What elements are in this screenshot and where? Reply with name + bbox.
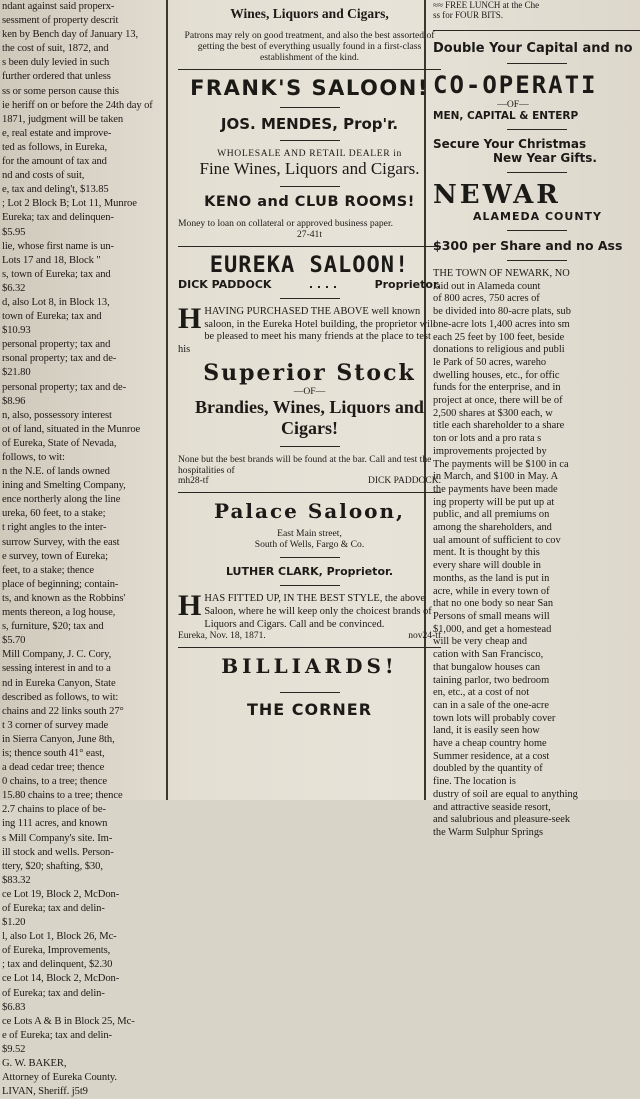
- legal-notice-line: lie, whose first name is un-: [2, 240, 114, 252]
- legal-notice-line: t right angles to the inter-: [2, 522, 107, 534]
- newark-text-line: funds for the enterprise, and in: [433, 382, 561, 394]
- divider: [507, 260, 567, 261]
- dropcap-h: H: [178, 302, 202, 335]
- legal-notice-line: e of Eureka; tax and delin-: [2, 1029, 112, 1041]
- fitted-text: HAS FITTED UP, IN THE BEST STYLE, the above Saloon, where he will keep only the choicest brands of Liquors and Cigars. Call and be convinced.: [204, 593, 432, 630]
- legal-notice-line: ; tax and delinquent, $2.30: [2, 959, 113, 971]
- legal-notice-line: Mill Company, J. C. Cory,: [2, 649, 112, 661]
- legal-notice-line: e, real estate and improve-: [2, 127, 112, 139]
- newark-title: NEWAR: [433, 180, 561, 210]
- divider: [178, 492, 441, 493]
- newark-text-line: among the shareholders, and: [433, 522, 552, 534]
- newark-text-line: every share will double in: [433, 560, 541, 572]
- newark-text-line: ing property will be put up at: [433, 496, 555, 508]
- legal-notice-line: the cost of suit, 1872, and: [2, 43, 109, 55]
- legal-notice-line: personal property; tax and: [2, 339, 111, 351]
- the-corner-title: THE CORNER: [246, 700, 373, 720]
- left-column-legal-notices: [0, 0, 165, 1098]
- wines-note: Patrons may rely on good treatment, and also the best assorted of getting the best of everything usually found in a first-class establishment of the kind.: [184, 30, 435, 63]
- newark-text-line: of 800 acres, 750 acres of: [433, 293, 540, 305]
- legal-notice-line: e survey, town of Eureka;: [2, 550, 108, 562]
- brandies-line: Brandies, Wines, Liquors and Cigars!: [195, 397, 424, 439]
- free-lunch-line: ≈≈ FREE LUNCH at the Che: [433, 0, 540, 10]
- divider: [178, 69, 441, 70]
- newark-text-line: that bungalow houses can: [433, 661, 541, 673]
- legal-notice-line: 2.7 chains to place of be-: [2, 804, 106, 816]
- legal-notice-line: ureka, 60 feet, to a stake;: [2, 508, 106, 520]
- legal-notice-line: e, tax and deling't, $13.85: [2, 184, 109, 196]
- divider: [507, 63, 567, 64]
- of-divider-word: —OF—: [497, 99, 529, 110]
- palace-address-1: East Main street,: [277, 528, 342, 540]
- newark-text-line: be divided into 80-acre plats, sub: [433, 306, 571, 318]
- newark-text-line: and salubrious and pleasure-seek: [433, 814, 571, 826]
- legal-notice-line: ce Lot 19, Block 2, McDon-: [2, 888, 120, 900]
- newark-text-line: en, etc., at a cost of not: [433, 687, 530, 699]
- legal-notice-line: ttery, $20; shafting, $30,: [2, 860, 103, 872]
- four-bits-line: ss for FOUR BITS.: [433, 10, 504, 20]
- none-signature-row: [178, 476, 441, 486]
- legal-notice-line: $21.80: [2, 367, 31, 379]
- dick-role: Proprietor.: [374, 278, 441, 291]
- eureka-saloon-title: EUREKA SALOON!: [209, 253, 410, 278]
- legal-notice-line: Attorney of Eureka County.: [2, 1072, 117, 1084]
- legal-notice-line: G. W. BAKER,: [2, 1058, 67, 1070]
- legal-notice-line: ts, and known as the Robbins': [2, 592, 126, 604]
- having-text: HAVING PURCHASED THE ABOVE well known saloon, in the Eureka Hotel building, the proprietor will be pleased to meet his many friends at the place to test his: [178, 306, 436, 355]
- legal-notice-line: s been duly levied in such: [2, 57, 110, 69]
- legal-notice-line: t 3 corner of survey made: [2, 719, 109, 731]
- legal-notice-line: in Sierra Canyon, June 8th,: [2, 733, 115, 745]
- legal-notice-line: ments thereon, a log house,: [2, 607, 116, 619]
- legal-notice-line: $1.20: [2, 917, 26, 929]
- legal-notice-line: Lots 17 and 18, Block ": [2, 254, 101, 266]
- divider: [280, 692, 340, 693]
- legal-notice-line: 1871, judgment will be taken: [2, 113, 124, 125]
- legal-notice-line: of Eureka, Improvements,: [2, 945, 111, 957]
- newark-text-line: fine. The location is: [433, 776, 516, 788]
- legal-notice-line: for the amount of tax and: [2, 156, 107, 168]
- newark-text-line: ment. It is thought by this: [433, 547, 540, 559]
- newark-text-line: and attractive seaside resort,: [433, 801, 551, 813]
- legal-notice-line: ence northerly along the line: [2, 494, 121, 506]
- men-capital-line: MEN, CAPITAL & ENTERP: [433, 110, 579, 122]
- legal-notice-line: s Mill Company's site. Im-: [2, 832, 113, 844]
- newark-text-line: le Park of 50 acres, wareho: [433, 356, 547, 368]
- legal-notice-line: personal property; tax and de-: [2, 381, 127, 393]
- fitted-date-row: [178, 631, 441, 641]
- newark-text-line: Persons of small means will: [433, 610, 550, 622]
- legal-notice-line: further ordered that unless: [2, 71, 111, 83]
- wholesale-line: WHOLESALE AND RETAIL DEALER in: [217, 148, 402, 159]
- franks-proprietor: JOS. MENDES, Prop'r.: [220, 115, 399, 133]
- newark-text-line: in March, and $100 in May. A: [433, 471, 559, 483]
- secure-gifts-line: Secure Your Christmas: [433, 137, 587, 151]
- legal-notice-line: surrow Survey, with the east: [2, 536, 120, 548]
- legal-notice-line: ot of land, situated in the Munroe: [2, 423, 141, 435]
- newark-text-line: $1,000, and get a homestead: [433, 623, 552, 635]
- divider: [280, 298, 340, 299]
- legal-notice-line: 15.80 chains to a tree; thence: [2, 790, 123, 802]
- fitted-date: Eureka, Nov. 18, 1871.: [178, 631, 266, 642]
- newark-text-line: 2,500 shares at $300 each, w: [433, 407, 553, 419]
- money-loan-note: Money to loan on collateral or approved business paper.: [178, 218, 394, 229]
- newark-body-text: [433, 268, 640, 840]
- legal-notice-line: $9.52: [2, 1043, 26, 1055]
- newark-text-line: ual amount of sufficient to cov: [433, 534, 561, 546]
- dick-dots: . . . .: [308, 278, 338, 291]
- newark-text-line: will be very cheap and: [433, 636, 528, 648]
- newark-text-line: THE TOWN OF NEWARK, NO: [433, 268, 570, 279]
- legal-notice-line: nd and costs of suit,: [2, 170, 85, 182]
- fine-wines-line: Fine Wines, Liquors and Cigars.: [199, 159, 420, 178]
- newark-text-line: dwelling houses, etc., for offic: [433, 369, 560, 381]
- legal-notice-line: place of beginning; contain-: [2, 578, 119, 590]
- newark-text-line: Summer residence, at a cost: [433, 750, 550, 762]
- legal-notice-line: sessment of property descrit: [2, 15, 119, 27]
- divider: [178, 246, 441, 247]
- legal-notice-line: ing 111 acres, and known: [2, 818, 108, 830]
- legal-notice-line: ; Lot 2 Block B; Lot 11, Munroe: [2, 198, 137, 210]
- newark-text-line: town lots will probably cover: [433, 712, 556, 724]
- palace-proprietor: LUTHER CLARK, Proprietor.: [225, 565, 394, 579]
- middle-column-saloon-ads: [170, 0, 455, 800]
- divider: [280, 140, 340, 141]
- legal-notice-line: $8.96: [2, 395, 26, 407]
- newark-text-line: months, as the land is put in: [433, 572, 550, 584]
- legal-notice-line: $5.95: [2, 226, 26, 238]
- legal-notice-line: ie heriff on or before the 24th day of: [2, 99, 153, 111]
- legal-notice-line: nd in Eureka Canyon, State: [2, 677, 116, 689]
- newark-text-line: taining parlor, two bedroom: [433, 674, 550, 686]
- newark-text-line: each 25 feet by 100 feet, beside: [433, 331, 565, 343]
- divider: [433, 30, 640, 31]
- palace-saloon-title: Palace Saloon,: [213, 499, 406, 524]
- legal-notice-line: n the N.E. of lands owned: [2, 466, 110, 478]
- legal-notice-line: $5.70: [2, 635, 26, 647]
- legal-notice-line: feet, to a stake; thence: [2, 564, 95, 576]
- newark-text-line: project at once, there will be of: [433, 395, 563, 407]
- newark-text-line: have a cheap country home: [433, 738, 547, 750]
- newark-text-line: the payments have been made: [433, 483, 558, 495]
- legal-notice-line: of Eureka; tax and delin-: [2, 903, 105, 914]
- legal-notice-line: LIVAN, Sheriff. j5t9: [2, 1086, 88, 1098]
- newark-text-line: acre, while in every town of: [433, 585, 550, 597]
- newark-text-line: land, it is easily seen how: [433, 725, 540, 737]
- divider: [507, 172, 567, 173]
- legal-notice-line: town of Eureka; tax and: [2, 311, 102, 323]
- keno-club-rooms: KENO and CLUB ROOMS!: [204, 194, 415, 210]
- of-divider-word: —OF—: [293, 386, 326, 398]
- none-but-best-text: None but the best brands will be found at the bar. Call and test the hospitalities of: [178, 454, 432, 477]
- dick-name: DICK PADDOCK: [178, 278, 272, 291]
- legal-notice-line: s, town of Eureka; tax and: [2, 268, 111, 280]
- legal-notice-line: ce Lots A & B in Block 25, Mc-: [2, 1015, 135, 1027]
- legal-notice-line: n, also, possessory interest: [2, 409, 112, 421]
- dropcap-h: H: [178, 589, 202, 623]
- legal-notice-line: ce Lot 14, Block 2, McDon-: [2, 973, 120, 985]
- legal-notice-text: [0, 0, 165, 1099]
- dick-paddock-line: [178, 278, 441, 291]
- legal-notice-line: ill stock and wells. Person-: [2, 846, 114, 858]
- legal-notice-line: 0 chains, to a tree; thence: [2, 776, 107, 788]
- legal-notice-line: ted as follows, in Eureka,: [2, 141, 108, 153]
- legal-notice-line: ss or some person cause this: [2, 85, 119, 97]
- new-year-gifts-line: New Year Gifts.: [493, 151, 597, 165]
- billiards-title: BILLIARDS!: [221, 654, 398, 679]
- newark-text-line: title each shareholder to a share: [433, 420, 565, 432]
- divider: [280, 557, 340, 558]
- having-purchased-text: [178, 302, 441, 356]
- legal-notice-line: Eureka; tax and delinquen-: [2, 212, 114, 224]
- right-column-newark-ad: [425, 0, 640, 838]
- money-loan-ref: 27-41t: [296, 229, 323, 240]
- divider: [178, 647, 441, 648]
- legal-notice-line: s, furniture, $20; tax and: [2, 621, 104, 633]
- legal-notice-line: described as follows, to wit:: [2, 691, 119, 703]
- newark-text-line: that no one body so near San: [433, 598, 554, 610]
- none-ref: mh28-tf: [178, 476, 209, 487]
- newark-text-line: public, and all premiums on: [433, 509, 550, 521]
- legal-notice-line: ken by Bench day of January 13,: [2, 29, 139, 41]
- divider: [280, 186, 340, 187]
- newark-text-line: improvements projected by: [433, 445, 547, 457]
- legal-notice-line: l, also Lot 1, Block 26, Mc-: [2, 931, 117, 943]
- divider: [507, 230, 567, 231]
- newark-text-line: can in a sale of the one-acre: [433, 699, 549, 711]
- superior-stock: Superior Stock: [203, 360, 416, 387]
- newark-text-line: dustry of soil are equal to anything: [433, 788, 578, 800]
- legal-notice-line: $6.32: [2, 282, 26, 294]
- legal-notice-line: d, also Lot 8, in Block 13,: [2, 296, 110, 308]
- divider: [280, 585, 340, 586]
- newark-text-line: ton or lots and a pro rata s: [433, 433, 542, 445]
- wines-header: Wines, Liquors and Cigars,: [230, 6, 389, 21]
- legal-notice-line: rsonal property; tax and de-: [2, 353, 117, 365]
- fitted-ref: nov24-tf: [408, 631, 441, 642]
- divider: [507, 129, 567, 130]
- divider: [280, 446, 340, 447]
- legal-notice-line: $10.93: [2, 325, 31, 337]
- co-operation-title: CO-OPERATI: [433, 71, 598, 99]
- newark-text-line: cation with San Francisco,: [433, 649, 544, 661]
- legal-notice-line: of Eureka; tax and delin-: [2, 987, 105, 999]
- franks-saloon-title: FRANK'S SALOON!: [190, 76, 429, 100]
- legal-notice-line: follows, to wit:: [2, 452, 65, 463]
- divider: [280, 107, 340, 108]
- newark-text-line: doubled by the quantity of: [433, 763, 543, 775]
- newark-text-line: laid out in Alameda count: [433, 280, 541, 292]
- legal-notice-line: sessing interest in and to a: [2, 663, 111, 675]
- newark-text-line: one-acre lots 1,400 acres into sm: [433, 318, 570, 330]
- double-capital-line: Double Your Capital and no: [433, 41, 633, 56]
- column-rule: [166, 0, 168, 800]
- legal-notice-line: a dead cedar tree; thence: [2, 762, 105, 774]
- newark-text-line: donations to religious and publi: [433, 344, 565, 356]
- legal-notice-line: is; thence south 41° east,: [2, 747, 105, 759]
- newark-text-line: the Warm Sulphur Springs: [433, 826, 544, 838]
- palace-address-2: South of Wells, Fargo & Co.: [254, 539, 365, 551]
- legal-notice-line: ndant against said properx-: [2, 1, 115, 12]
- newark-text-line: The payments will be $100 in ca: [433, 458, 569, 470]
- none-signature: DICK PADDOCK.: [367, 476, 441, 487]
- legal-notice-line: of Eureka, State of Nevada,: [2, 437, 117, 449]
- legal-notice-line: chains and 22 links south 27°: [2, 705, 124, 717]
- share-price-line: $300 per Share and no Ass: [433, 238, 623, 253]
- legal-notice-line: $6.83: [2, 1001, 26, 1013]
- legal-notice-line: ining and Smelting Company,: [2, 480, 126, 492]
- legal-notice-line: $83.32: [2, 874, 31, 886]
- alameda-county-line: ALAMEDA COUNTY: [473, 210, 603, 223]
- fitted-up-text: [178, 589, 441, 631]
